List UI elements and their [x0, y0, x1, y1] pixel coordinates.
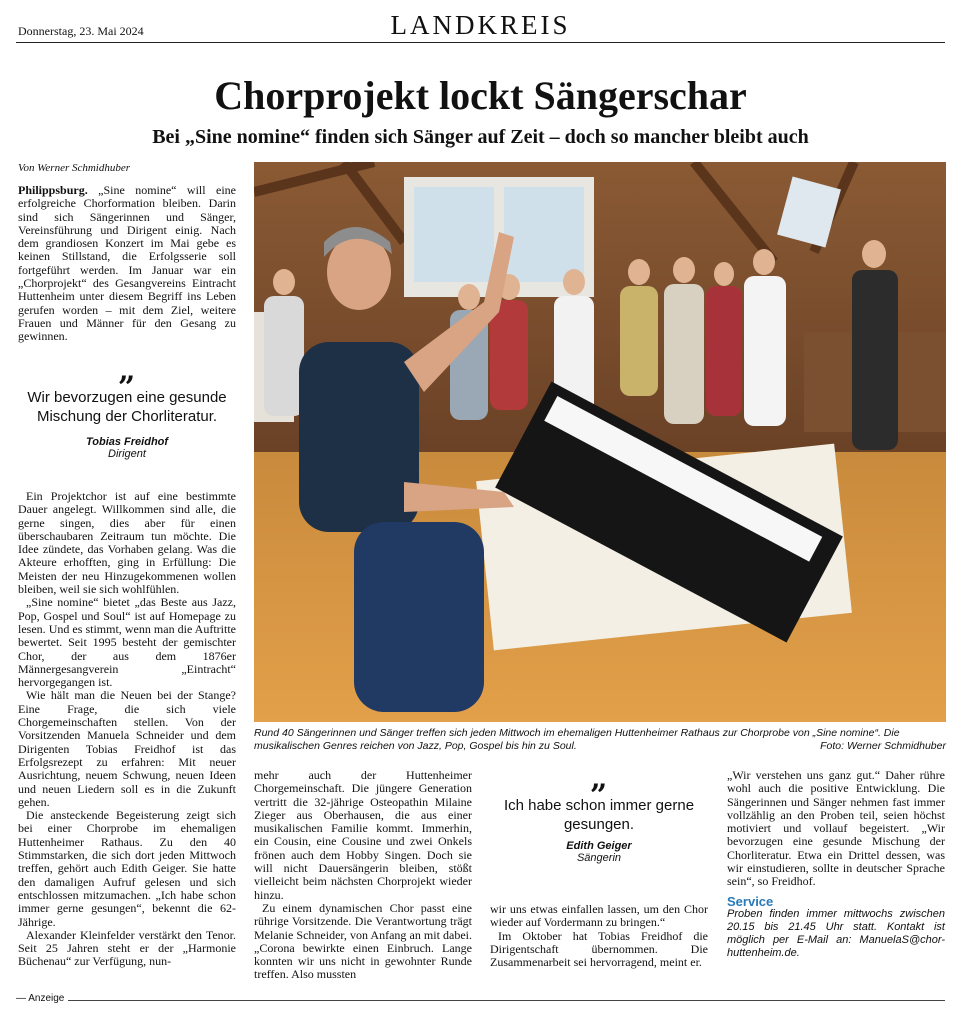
footer-divider — [16, 1000, 945, 1001]
header-divider — [16, 42, 945, 43]
intro-paragraph — [18, 184, 236, 344]
body-paragraph: Zu einem dynamischen Chor passt eine rührige Vorsitzende. Die Verantwortung trägt Melanie Schneider, von Anfang an mit dabei. „Corona bewirkte einen Einbruch. Lange konnten wir uns nicht in gewohnter Runde treffen. Also mussten — [254, 900, 472, 982]
quote-mark-icon: „ — [590, 761, 608, 796]
article-subheadline: Bei „Sine nomine“ finden sich Sänger auf Zeit – doch so mancher bleibt auch — [152, 126, 809, 148]
photo-caption: Rund 40 Sängerinnen und Sänger treffen sich jeden Mittwoch im ehemaligen Huttenheimer Rathaus zur Chorprobe von „Sine nomine“. Die musikalischen Genres reichen von Jazz, Pop, Gospel bis hin zu Soul. — [254, 727, 900, 752]
body-paragraph: Die ansteckende Begeisterung zeigt sich bei einer Chorprobe im ehemaligen Huttenheimer Rathaus. Zu den 40 Stimmstarken, die sich dort jeden Mittwoch treffen, gehört auch Edith Geiger. Sie hatte den damaligen Aufruf gelesen und sich entschlossen mitzumachen. „Ich habe schon immer gerne gesungen“, bekennt die 62-Jährige. — [18, 808, 236, 929]
body-paragraph: wir uns etwas einfallen lassen, um den Chor wieder auf Vordermann zu bringen.“ — [490, 902, 708, 930]
pull-quote-text: Ich habe schon immer gerne gesungen. — [503, 797, 695, 833]
intro-text: „Sine nomine“ will eine erfolgreiche Chorformation bleiben. Darin sind sich Sängerinnen und Sänger, Vereinsführung und Dirigent einig. Nach dem grandiosen Konzert im Mai gebe es keinen Stillstand, die Erfolgsserie soll fortgeführt werden. Im Januar war ein „Chorprojekt“ des Gesangvereins Eintracht Huttenheim unter diesem Begriff ins Leben gerufen worden – mit dem Ziel, weitere Frauen und Männer für den Gesang zu gewinnen. — [18, 183, 236, 344]
pull-quote-text: Wir bevorzugen eine gesunde Mischung der Chorliteratur. — [27, 389, 227, 425]
body-paragraph: mehr auch der Huttenheimer Chorgemeinschaft. Die jüngere Generation vertritt die 32-jährige Osteopathin Milaine Zieger aus Oberhausen, die aus einer musikalischen Familie kommt. Immerhin, ein Cousin, eine Cousine und zwei Onkels frönen auch dem Hobby Singen. Doch sie will nicht Dauersängerin bleiben, stößt vielleicht beim nächsten Chorprojekt wieder hinzu. — [254, 768, 472, 902]
pull-quote-1 — [18, 353, 236, 460]
pull-quote-role: Dirigent — [108, 448, 146, 460]
pull-quote-author: Tobias Freidhof — [85, 436, 169, 448]
service-text: Proben finden immer mittwochs zwischen 20.15 bis 21.45 Uhr statt. Kontakt ist möglich per E-Mail an: ManuelaS@chor-huttenheim.de. — [727, 907, 945, 959]
body-paragraph: Wie hält man die Neuen bei der Stange? Eine Frage, die sich viele Chorgemeinschaften stellen. Von der Vorsitzenden Manuela Schneider und dem Dirigenten Tobias Freidhof ist das Erfolgsrezept zu erfahren: Mit neuer Ausrichtung, neuem Schwung, neuen Ideen und neuen Liedern soll es in die Zukunft gehen. — [18, 688, 236, 809]
photo-illustration — [254, 162, 946, 722]
photo-credit: Foto: Werner Schmidhuber — [820, 740, 946, 752]
advertisement-label: — Anzeige — [16, 993, 68, 1004]
issue-date: Donnerstag, 23. Mai 2024 — [18, 24, 144, 38]
pull-quote-2 — [490, 761, 708, 864]
article-column-2 — [254, 769, 472, 982]
article-byline: Von Werner Schmidhuber — [18, 162, 131, 174]
article-column-4 — [727, 769, 945, 960]
body-paragraph: Im Oktober hat Tobias Freidhof die Dirigentschaft übernommen. Die Zusammenarbeit sei hervorragend, meint er. — [490, 928, 708, 970]
choir-rehearsal-photo — [254, 162, 946, 722]
section-title: LANDKREIS — [390, 10, 571, 40]
pull-quote-author: Edith Geiger — [566, 840, 632, 852]
article-column-1-continued — [18, 490, 236, 969]
body-paragraph: Alexander Kleinfelder verstärkt den Tenor. Seit 25 Jahren steht er der „Harmonie Büchenau“ zur Verfügung, nun- — [18, 927, 236, 969]
body-paragraph: „Sine nomine“ bietet „das Beste aus Jazz, Pop, Gospel und Soul“ ist auf Homepage zu lesen. Und es stimmt, wenn man die Auftritte bewertet. Seit 1995 besteht der gemischter Chor, der aus dem 1876er Männergesangverein „Eintracht“ hervorgegangen ist. — [18, 595, 236, 690]
dateline: Philippsburg. — [18, 183, 88, 197]
body-paragraph: „Wir verstehen uns ganz gut.“ Daher rühre wohl auch die positive Entwicklung. Die Sängerinnen und Sänger nehmen fast immer vollzählig an den Proben teil, seien höchst motiviert und vollauf begeistert. „Wir bevorzugen eine gesunde Mischung der Chorliteratur. Etwa ein Drittel dessen, was wir einstudieren, sollte in deutscher Sprache sein“, so Freidhof. — [727, 768, 945, 889]
article-column-3 — [490, 903, 708, 969]
pull-quote-role: Sängerin — [576, 852, 622, 864]
quote-mark-icon: „ — [118, 353, 136, 388]
body-paragraph: Ein Projektchor ist auf eine bestimmte Dauer angelegt. Willkommen sind alle, die gerne singen, dies aber für einen überschaubaren Zeitraum tun möchte. Die Idee zündete, das Vorhaben gelang. Was die Akteure erhofften, ging in Erfüllung: Die Meisten der neu Hinzugekommenen wollen bleiben, weil sie sich wohlfühlen. — [18, 489, 236, 597]
article-headline: Chorprojekt lockt Sängerschar — [214, 73, 747, 118]
article-column-1 — [18, 184, 236, 344]
service-heading: Service — [727, 893, 774, 909]
